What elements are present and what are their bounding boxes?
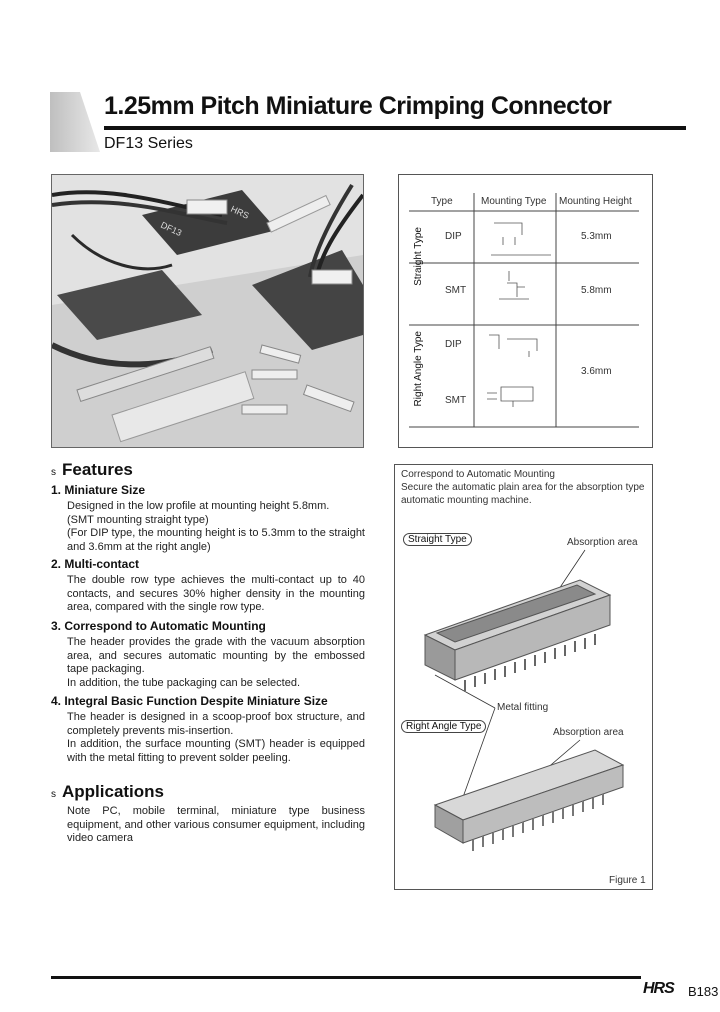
series-name: DF13 Series [104,135,193,152]
row-type: SMT [445,395,467,406]
connector-drawings [395,465,652,889]
board-label-df13: DF13 [159,219,184,239]
page-number: B183 [688,984,719,999]
right-angle-connector [435,750,623,851]
absorption-label-top: Absorption area [567,537,638,548]
feature-line: The double row type achieves the multi-contact up to 40 contacts, and secures 30% higher density in the mounting area, compared with the single row type. [67,574,365,613]
figure-heading: Correspond to Automatic Mounting [401,469,555,480]
metal-fitting-label: Metal fitting [497,702,549,713]
feature-3-title: 3. Correspond to Automatic Mounting [51,619,266,633]
board-label-hrs: HRS [229,203,251,221]
feature-line: Designed in the low profile at mounting height 5.8mm. [67,500,330,512]
feature-4-body [67,711,365,765]
hrs-logo: HRS [643,980,674,997]
figure-description: Secure the automatic plain area for the absorption type automatic mounting machine. [401,482,645,506]
col-mounting-height: Mounting Height [559,196,632,207]
figure-caption: Figure 1 [609,875,646,886]
row-type: DIP [445,231,462,242]
feature-line: The header is designed in a scoop-proof box structure, and completely prevents mis-insertion. [67,711,365,737]
straight-smt-drawing [499,271,529,299]
row-height: 5.3mm [581,231,612,242]
applications-body: Note PC, mobile terminal, miniature type business equipment, and other various consumer equipment, including video camera [67,805,365,844]
straight-dip-drawing [491,223,551,255]
footer-rule [51,976,641,979]
row-height: 3.6mm [581,366,612,377]
feature-3-body [67,636,365,690]
col-type: Type [431,196,453,207]
right-angle-type-label: Right Angle Type [401,720,486,733]
feature-line: In addition, the tube packaging can be selected. [67,676,301,689]
title-rule [104,126,686,130]
title-accent [50,92,100,152]
product-photo [51,174,364,448]
section-marker: s [51,789,56,800]
group-straight-label: Straight Type [413,227,424,286]
row-type: DIP [445,339,462,350]
row-height: 5.8mm [581,285,612,296]
page-title: 1.25mm Pitch Miniature Crimping Connector [104,92,612,120]
applications-title: Applications [62,782,165,801]
feature-4-title: 4. Integral Basic Function Despite Miniature Size [51,694,328,708]
feature-1-body [67,500,365,554]
feature-1-title: 1. Miniature Size [51,483,146,497]
group-right-angle-label: Right Angle Type [413,331,424,407]
straight-connector [425,580,610,691]
feature-line: (For DIP type, the mounting height is to 5.3mm to the straight and 3.6mm at the right angle) [67,527,365,553]
features-heading [51,460,133,480]
angle-smt-drawing [487,387,533,407]
section-marker: s [51,467,56,478]
feature-line: (SMT mounting straight type) [67,513,209,526]
feature-2-title: 2. Multi-contact [51,557,140,571]
features-title: Features [62,460,133,479]
col-mounting-type: Mounting Type [481,196,547,207]
feature-2-body [67,574,365,615]
product-photo-illustration [52,175,363,447]
mounting-table [398,174,653,448]
absorption-label-bottom: Absorption area [553,727,624,738]
angle-dip-drawing [489,335,537,357]
feature-line: In addition, the surface mounting (SMT) header is equipped with the metal fitting to prevent solder peeling. [67,738,365,764]
straight-type-label: Straight Type [403,533,472,546]
figure-1 [394,464,653,890]
table-lines [399,175,652,447]
feature-line: The header provides the grade with the vacuum absorption area, and secures automatic mounting by the embossed tape packaging. [67,636,365,675]
applications-heading [51,782,164,802]
row-type: SMT [445,285,467,296]
